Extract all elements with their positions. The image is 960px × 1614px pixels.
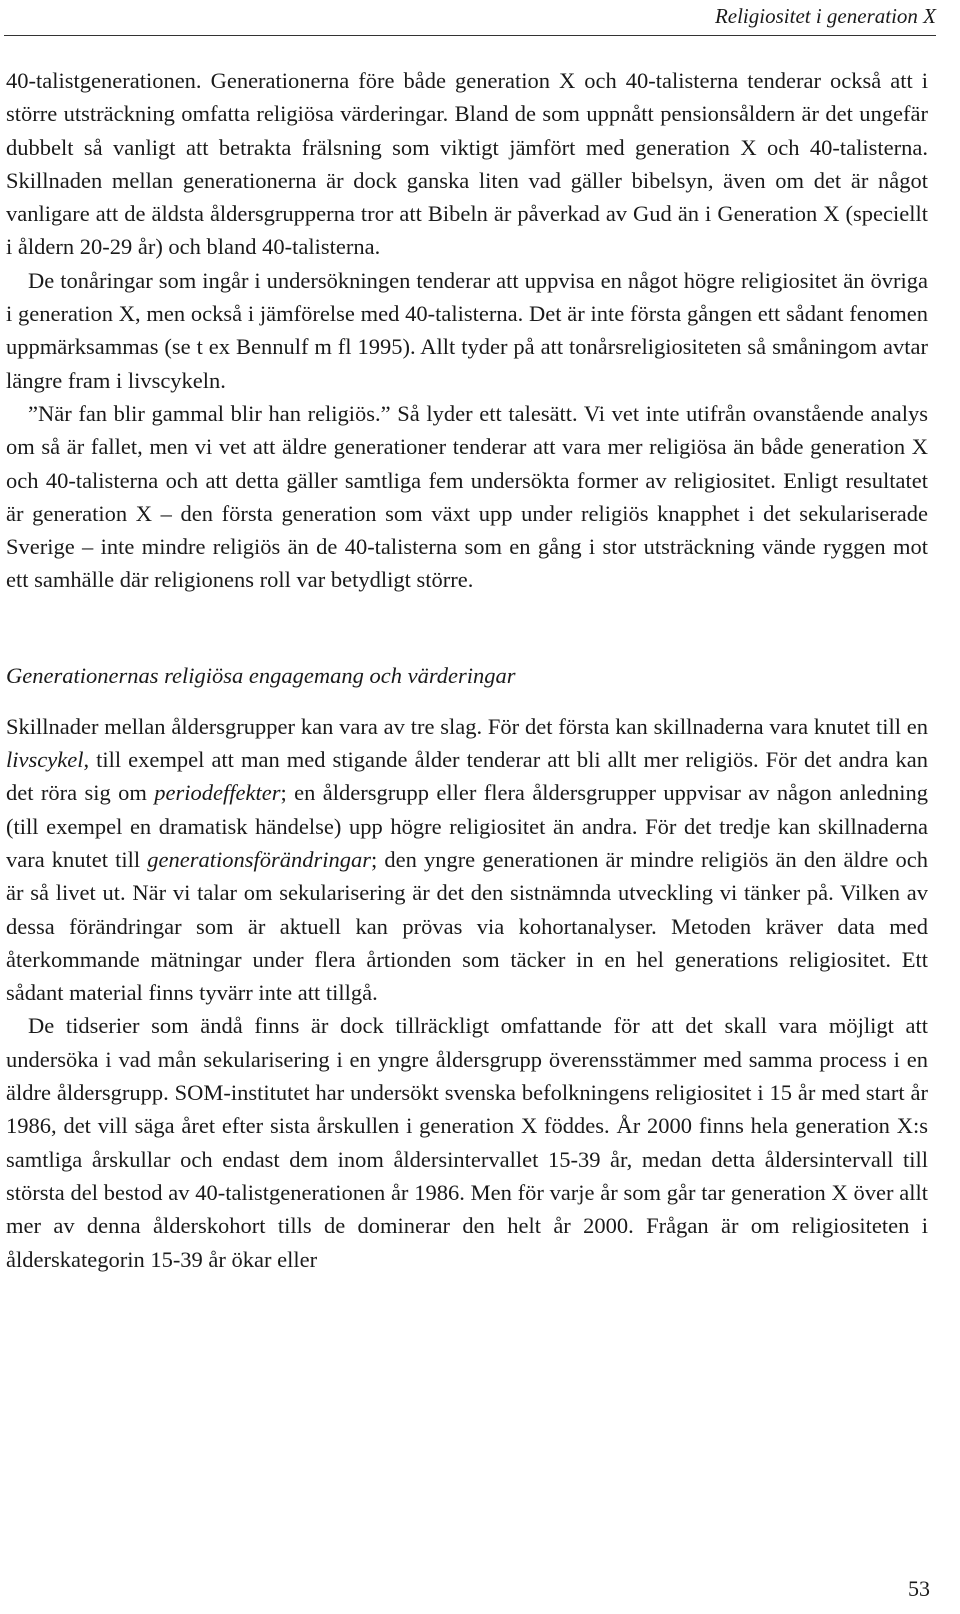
emphasis-term: generationsförändringar — [147, 846, 372, 872]
emphasis-term: livscykel — [6, 747, 84, 773]
section-heading: Generationernas religiösa engagemang och värderingar — [6, 662, 516, 688]
body-paragraph: 40-talistgenerationen. Generationerna före både generation X och 40-talisterna tenderar också att i större utsträckning omfatta religiösa värderingar. Bland de som uppnått pensionsåldern är det ungefär dubbelt så vanligt att betrakta frälsning som viktigt jämfört med generation X och 40-talisterna. Skillnaden mellan generationerna är dock ganska liten vad gäller bibelsyn, även om det är något vanligare att de äldsta åldersgrupperna tror att Bibeln är påverkad av Gud än i Generation X (speciellt i åldern 20-29 år) och bland 40-talisterna. — [6, 68, 928, 260]
body-paragraph — [6, 710, 928, 1010]
body-paragraph: De tidserier som ändå finns är dock tillräckligt omfattande för att det skall vara möjligt att undersöka i vad mån sekularisering i en yngre åldersgrupp överensstämmer med samma process i en äldre åldersgrupp. SOM-institutet har undersökt svenska befolkningens religiositet i 15 år med start år 1986, det vill säga året efter sista årskullen i generation X föddes. År 2000 finns hela generation X:s samtliga årskullar och endast dem inom åldersintervallet 15-39 år, medan detta åldersintervall till största del bestod av 40-talistgenerationen år 1986. Men för varje år som går tar generation X över allt mer av denna ålderskohort tills de dominerar den helt år 2000. Frågan är om religiositeten i ålderskategorin 15-39 år ökar eller — [6, 1013, 928, 1272]
paragraph-text: ; den yngre generationen är mindre religiös än den äldre och är så livet ut. När vi talar om sekularisering är det den sistnämnda utveckling vi tänker på. Vilken av dessa förändringar som är aktuell kan prövas via kohortanalyser. Metoden kräver data med återkommande mätningar under flera årtionden som täcker in en hel generations religiositet. Ett sådant material finns tyvärr inte att tillgå. — [6, 846, 928, 1006]
paragraph-text: , till exempel att man med stigande ålder tenderar att bli allt mer religiös. För det andra kan det röra sig om — [6, 747, 928, 806]
body-paragraph: De tonåringar som ingår i undersökningen tenderar att uppvisa en något högre religiositet än övriga i generation X, men också i jämförelse med 40-talisterna. Det är inte första gången ett sådant fenomen uppmärksammas (se t ex Bennulf m fl 1995). Allt tyder på att tonårsreligiositeten så småningom avtar längre fram i livscykeln. — [6, 267, 928, 393]
running-header: Religiositet i generation X — [714, 4, 936, 28]
header-rule — [4, 35, 936, 36]
page-number: 53 — [908, 1576, 930, 1601]
page-body — [6, 64, 928, 1276]
paragraph-text: ; en åldersgrupp eller flera åldersgrupper uppvisar av någon anledning (till exempel en dramatisk händelse) upp högre religiositet än andra. För det tredje kan skillnaderna vara knutet till — [6, 780, 929, 872]
emphasis-term: periodeffekter — [154, 780, 281, 806]
paragraph-text: Skillnader mellan åldersgrupper kan vara av tre slag. För det första kan skillnaderna vara knutet till en — [6, 713, 928, 739]
body-paragraph: ”När fan blir gammal blir han religiös.” Så lyder ett talesätt. Vi vet inte utifrån ovanstående analys om så är fallet, men vi vet att äldre generationer tenderar att vara mer religiösa än både generation X och 40-talisterna och att detta gäller samtliga fem undersökta former av religiositet. Enligt resultatet är generation X – den första generation som växt upp under religiös knapphet i det sekulariserade Sverige – inte mindre religiös än de 40-talisterna som en gång i stor utsträckning vände ryggen mot ett samhälle där religionens roll var betydligt större. — [6, 400, 928, 593]
